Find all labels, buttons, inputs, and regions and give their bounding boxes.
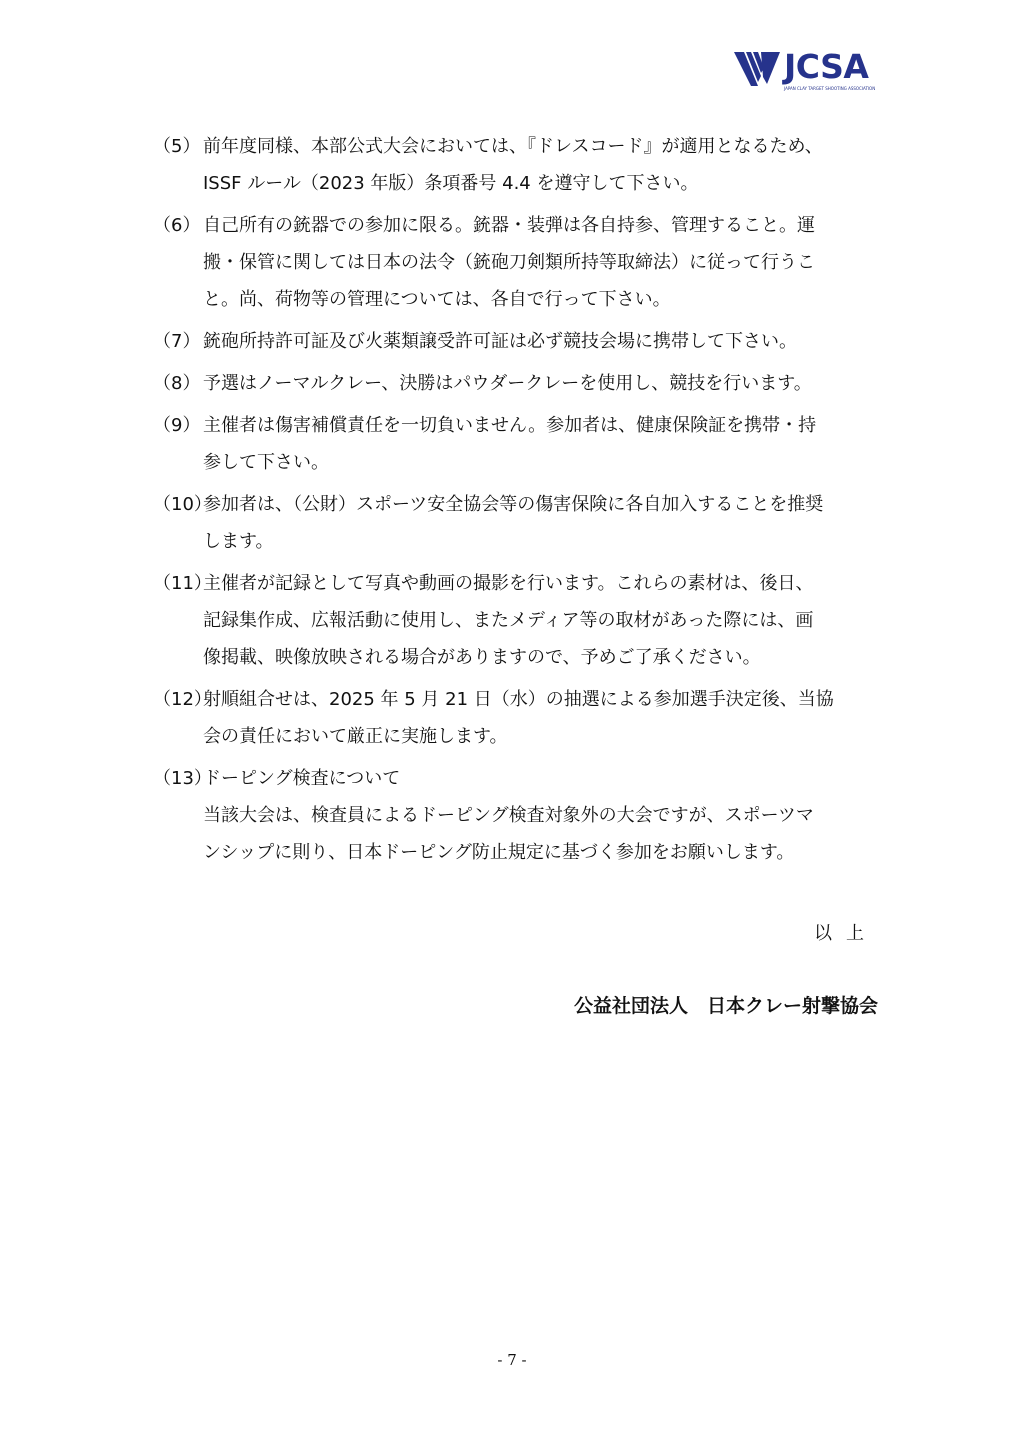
item-text-line: 記録集作成、広報活動に使用し、またメディア等の取材があった際には、画 [203,610,814,631]
list-item [153,365,883,402]
item-number: （9） [153,415,201,436]
item-number: （7） [153,331,201,352]
item-body [203,128,883,202]
item-number: （10） [153,494,212,515]
item-number: （12） [153,689,212,710]
item-text-line: ンシップに則り、日本ドーピング防止規定に基づく参加をお願いします。 [203,842,795,863]
item-text-line: 銃砲所持許可証及び火薬類譲受許可証は必ず競技会場に携帯して下さい。 [203,331,797,352]
closing-text: 以上 [814,923,878,944]
item-text-line: ドーピング検査について [203,768,401,789]
item-number: （13） [153,768,212,789]
item-number: （6） [153,215,201,236]
item-text-line: 予選はノーマルクレー、決勝はパウダークレーを使用し、競技を行います。 [203,373,812,394]
page-number: - 7 - [497,1351,527,1369]
list-item [153,681,883,755]
item-body [203,565,883,676]
item-text-line: 当該大会は、検査員によるドーピング検査対象外の大会ですが、スポーツマ [203,805,814,826]
item-body [203,760,883,871]
item-body [203,681,883,755]
item-text-line: 参加者は、（公財）スポーツ安全協会等の傷害保険に各自加入することを推奨 [203,494,824,515]
item-number: （11） [153,573,212,594]
item-text-line: と。尚、荷物等の管理については、各自で行って下さい。 [203,289,671,310]
item-text-line: 主催者が記録として写真や動画の撮影を行います。これらの素材は、後日、 [203,573,814,594]
item-text-line: 前年度同様、本部公式大会においては、『ドレスコード』が適用となるため、 [203,136,823,157]
list-item [153,407,883,481]
item-text-line: 像掲載、映像放映される場合がありますので、予めご了承ください。 [203,647,761,668]
item-text-line: 会の責任において厳正に実施します。 [203,726,508,747]
item-text-line: 参して下さい。 [203,452,329,473]
logo-subtitle: JAPAN CLAY TARGET SHOOTING ASSOCIATION [784,86,876,91]
list-item [153,207,883,318]
numbered-list [153,128,883,876]
item-text-line: 主催者は傷害補償責任を一切負いません。参加者は、健康保険証を携帯・持 [203,415,817,436]
list-item [153,128,883,202]
organization-name: 公益社団法人 日本クレー射撃協会 [573,995,878,1017]
item-text-line: 自己所有の銃器での参加に限る。銃器・装弾は各自持参、管理すること。運 [203,215,815,236]
item-text-line: 搬・保管に関しては日本の法令（銃砲刀剣類所持等取締法）に従って行うこ [203,252,815,273]
list-item [153,565,883,676]
list-item [153,323,883,360]
logo-text: JCSA [784,47,869,86]
item-text-line: ISSF ルール（2023 年版）条項番号 4.4 を遵守して下さい。 [203,173,699,194]
list-item [153,486,883,560]
item-text-line: します。 [203,531,274,552]
item-body [203,323,883,360]
item-body [203,407,883,481]
item-text-line: 射順組合せは、2025 年 5 月 21 日（水）の抽選による参加選手決定後、当協 [203,689,834,710]
item-body [203,207,883,318]
jcsa-logo-mark-icon [734,46,782,90]
jcsa-logo [734,46,884,98]
item-body [203,365,883,402]
item-number: （8） [153,373,201,394]
item-body [203,486,883,560]
item-number: （5） [153,136,201,157]
list-item [153,760,883,871]
